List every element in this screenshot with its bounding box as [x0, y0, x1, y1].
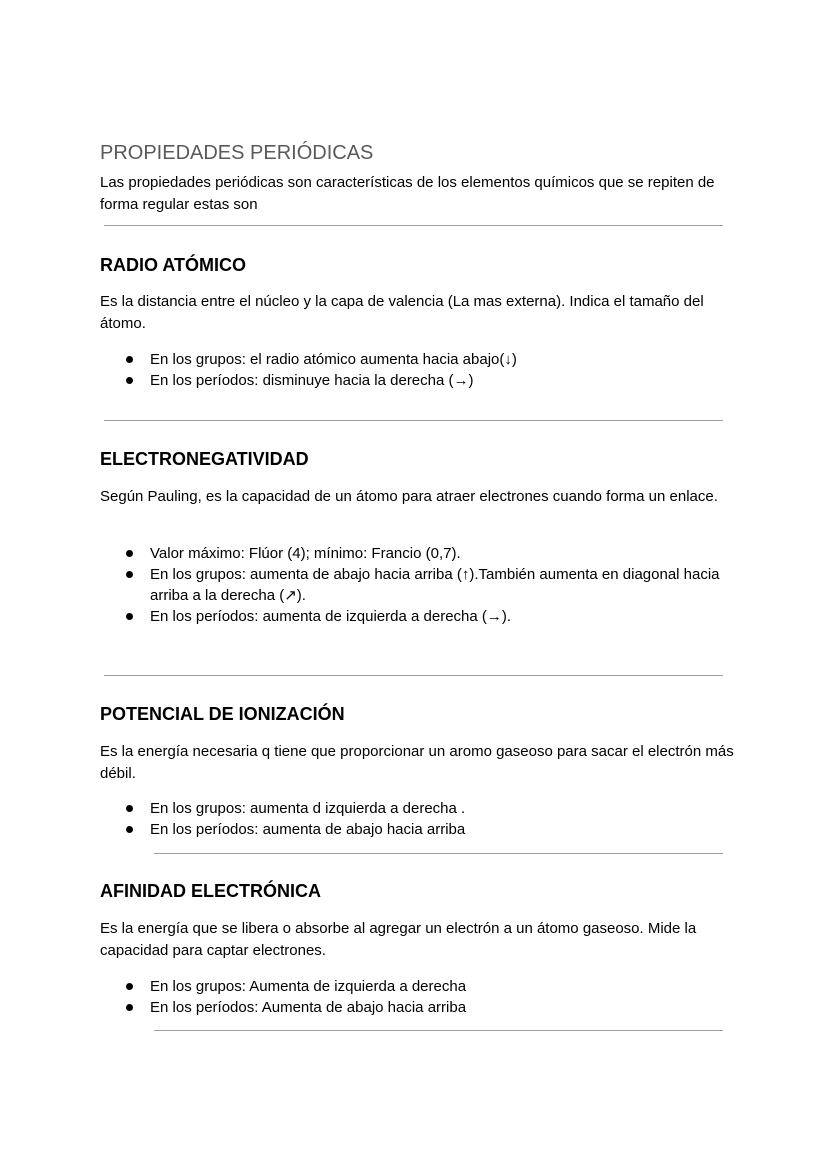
section-heading-potencial-ionizacion: POTENCIAL DE IONIZACIÓN — [100, 704, 345, 724]
list-item: Valor máximo: Flúor (4); mínimo: Francio (0,7). — [100, 543, 720, 564]
bullet-list-afinidad-electronica — [100, 976, 720, 1018]
bullet-icon — [126, 826, 133, 833]
list-item: En los grupos: aumenta de abajo hacia arriba (↑).También aumenta en diagonal hacia arriba a la derecha (↗). — [100, 564, 720, 606]
section-divider — [154, 853, 723, 854]
section-heading-afinidad-electronica: AFINIDAD ELECTRÓNICA — [100, 881, 321, 901]
bullet-icon — [126, 571, 133, 578]
section-divider — [104, 675, 723, 676]
section-heading-electronegatividad: ELECTRONEGATIVIDAD — [100, 449, 309, 469]
bullet-list-potencial-ionizacion — [100, 798, 720, 840]
list-item: En los períodos: aumenta de izquierda a derecha (→). — [100, 606, 720, 627]
document-title: PROPIEDADES PERIÓDICAS — [100, 142, 374, 164]
bullet-icon — [126, 613, 133, 620]
bullet-list-electronegatividad — [100, 543, 720, 627]
list-item: En los períodos: Aumenta de abajo hacia arriba — [100, 997, 720, 1018]
section-heading-radio-atomico: RADIO ATÓMICO — [100, 255, 246, 275]
section-description-electronegatividad: Según Pauling, es la capacidad de un átomo para atraer electrones cuando forma un enlace. — [100, 488, 718, 505]
bullet-icon — [126, 983, 133, 990]
list-item: En los grupos: Aumenta de izquierda a derecha — [100, 976, 720, 997]
section-divider — [104, 225, 723, 226]
bullet-icon — [126, 805, 133, 812]
bullet-icon — [126, 1004, 133, 1011]
section-description-radio-atomico: Es la distancia entre el núcleo y la capa de valencia (La mas externa). Indica el tamaño del átomo. — [100, 293, 704, 332]
bullet-icon — [126, 550, 133, 557]
list-item: En los grupos: aumenta d izquierda a derecha . — [100, 798, 720, 819]
section-divider — [154, 1030, 723, 1031]
list-item: En los grupos: el radio atómico aumenta hacia abajo(↓) — [100, 349, 720, 370]
section-description-afinidad-electronica: Es la energía que se libera o absorbe al agregar un electrón a un átomo gaseoso. Mide la capacidad para captar electrones. — [100, 920, 697, 959]
bullet-list-radio-atomico — [100, 349, 720, 391]
list-item: En los períodos: disminuye hacia la derecha (→) — [100, 370, 720, 391]
intro-paragraph: Las propiedades periódicas son características de los elementos químicos que se repiten de forma regular estas son — [100, 174, 715, 213]
bullet-icon — [126, 377, 133, 384]
bullet-icon — [126, 356, 133, 363]
list-item: En los períodos: aumenta de abajo hacia arriba — [100, 819, 720, 840]
section-description-potencial-ionizacion: Es la energía necesaria q tiene que proporcionar un aromo gaseoso para sacar el electrón más débil. — [100, 743, 734, 782]
section-divider — [104, 420, 723, 421]
